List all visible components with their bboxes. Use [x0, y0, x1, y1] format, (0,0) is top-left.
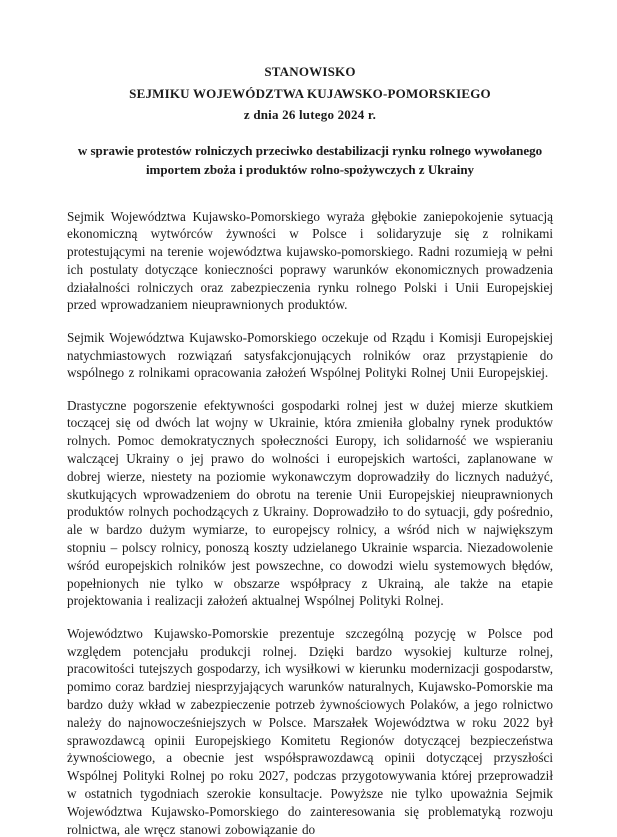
- document-header: [67, 61, 553, 126]
- document-body: [67, 208, 553, 837]
- paragraph-4: Województwo Kujawsko-Pomorskie prezentuje szczególną pozycję w Polsce pod względem potencjału produkcji rolnej. Dzięki bardzo wysokiej kulturze rolnej, pracowitości tutejszych gospodarzy, ich wysiłkowi w kierunku modernizacji gospodarstw, pomimo coraz bardziej niesprzyjających warunków naturalnych, Kujawsko-Pomorskie ma bardzo duży wkład w zabezpieczenie potrzeb żywnościowych Polaków, a jego rolnictwo należy do najnowocześniejszych w Polsce. Marszałek Województwa w roku 2022 był sprawozdawcą opinii Europejskiego Komitetu Regionów dotyczącej bezpieczeństwa żywnościowego, a obecnie jest współsprawozdawcą opinii dotyczącej przyszłości Wspólnej Polityki Rolnej po roku 2027, podczas przygotowywania której przeprowadził w ostatnich tygodniach szerokie konsultacje. Powyższe nie tylko upoważnia Sejmik Województwa Kujawsko-Pomorskiego do zainteresowania się problematyką rozwoju rolnictwa, ale wręcz stanowi zobowiązanie do: [67, 625, 553, 837]
- paragraph-3: Drastyczne pogorszenie efektywności gospodarki rolnej jest w dużej mierze skutkiem toczącej się od dwóch lat wojny w Ukrainie, która zmieniła globalny rynek produktów rolnych. Pomoc demokratycznych społeczności Europy, ich solidarność we wspieraniu walczącej Ukrainy o jej prawo do wolności i europejskich wartości, zaplanowane w dobrej wierze, niestety na poziomie wykonawczym doprowadziły do licznych nadużyć, skutkujących wprowadzeniem do obrotu na terenie Unii Europejskiej nieuprawnionych produktów rolnych pochodzących z Ukrainy. Doprowadziło to do sytuacji, gdy pośrednio, ale w bardzo dużym wymiarze, to europejscy rolnicy, a wśród nich w największym stopniu – polscy rolnicy, ponoszą koszty udzielanego Ukrainie wsparcia. Niezadowolenie wśród europejskich rolników jest powszechne, co dowodzi wielu systemowych błędów, popełnionych nie tylko w obszarze współpracy z Ukrainą, ale także na etapie projektowania i realizacji założeń aktualnej Wspólnej Polityki Rolnej.: [67, 397, 553, 609]
- document-title: STANOWISKO: [264, 64, 356, 79]
- document-issuer: SEJMIKU WOJEWÓDZTWA KUJAWSKO-POMORSKIEGO: [129, 85, 491, 101]
- document-date: z dnia 26 lutego 2024 r.: [243, 107, 377, 122]
- paragraph-2: Sejmik Województwa Kujawsko-Pomorskiego oczekuje od Rządu i Komisji Europejskiej natychmiastowych rozwiązań satysfakcjonujących rolników oraz przystąpienie do wspólnego z rolnikami opracowania założeń Wspólnej Polityki Rolnej Unii Europejskiej.: [67, 329, 553, 381]
- paragraph-1: Sejmik Województwa Kujawsko-Pomorskiego wyraża głębokie zaniepokojenie sytuacją ekonomiczną wytwórców żywności w Polsce i solidaryzuje się z rolnikami protestującymi na terenie województwa kujawsko-pomorskiego. Radni rozumieją w pełni ich postulaty dotyczące konieczności poprawy warunków ekonomicznych prowadzenia działalności rolniczych oraz zabezpieczenia rynku rolnego Polski i Unii Europejskiej przed wprowadzaniem nieuprawnionych produktów.: [67, 208, 553, 313]
- document-subject: w sprawie protestów rolniczych przeciwko destabilizacji rynku rolnego wywołanego importem zboża i produktów rolno-spożywczych z Ukrainy: [77, 142, 543, 177]
